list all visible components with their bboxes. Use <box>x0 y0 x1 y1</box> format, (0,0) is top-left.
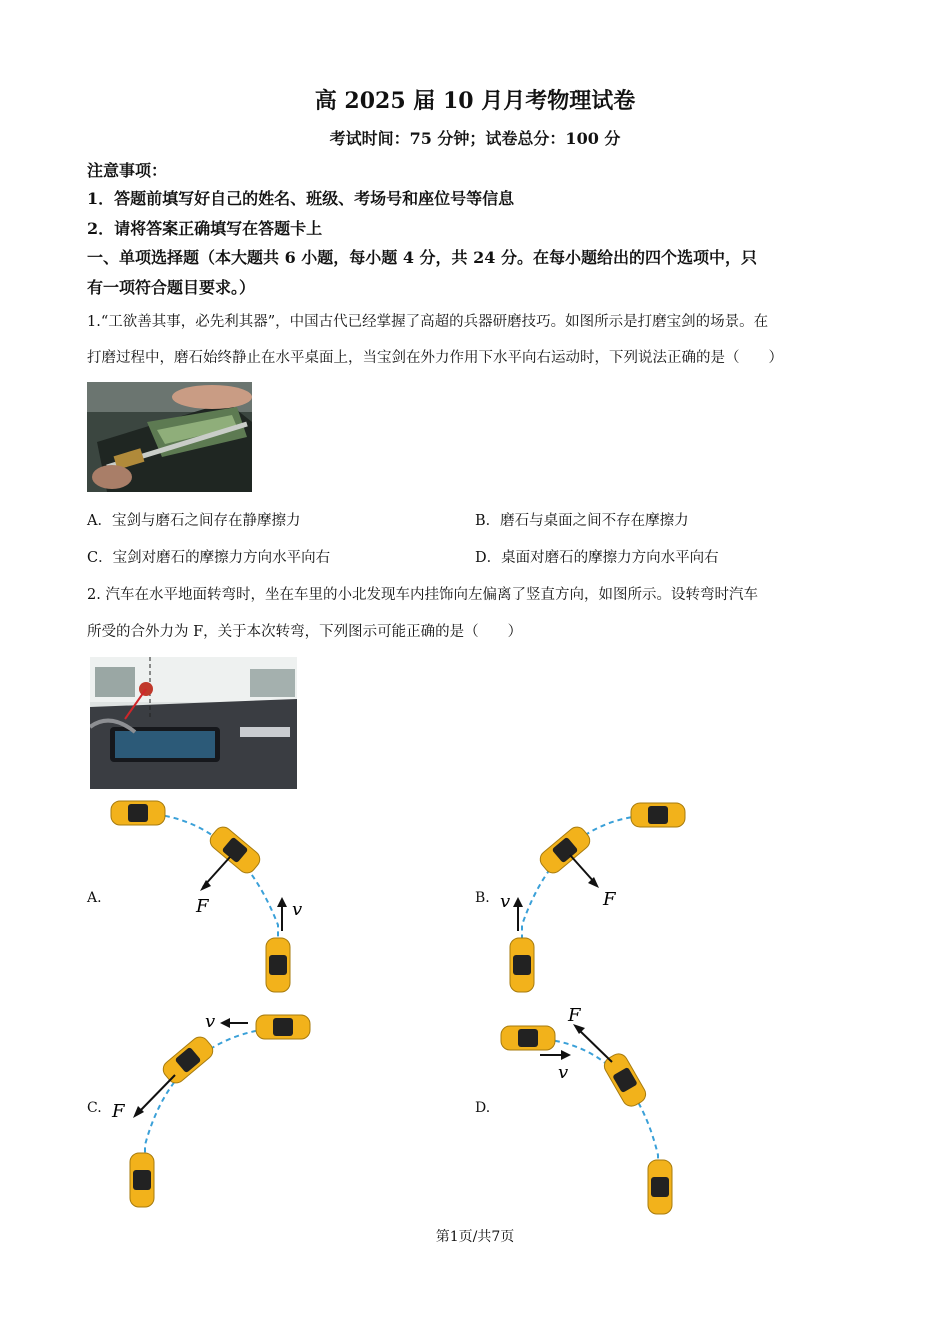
section-heading-line2: 有一项符合题目要求。） <box>87 278 256 297</box>
car-icon <box>160 1033 217 1086</box>
force-arrow <box>570 855 595 883</box>
q1-option-c: C．宝剑对磨石的摩擦力方向水平向右 <box>87 550 331 566</box>
car-icon <box>648 1160 672 1214</box>
car-icon <box>266 938 290 992</box>
sword-grinding-photo <box>87 382 252 492</box>
section-heading-line1: 一、单项选择题（本大题共 6 小题，每小题 4 分，共 24 分。在每小题给出的四个选项中，只 <box>87 248 757 267</box>
velocity-label: v <box>500 891 511 912</box>
q1-stem-line2: 打磨过程中，磨石始终静止在水平桌面上，当宝剑在外力作用下水平向右运动时，下列说法正确的是（ ） <box>87 350 783 366</box>
car-icon <box>510 938 534 992</box>
force-label: F <box>112 1101 125 1122</box>
q2-option-a-label: A. <box>87 890 102 906</box>
q1-option-b: B．磨石与桌面之间不存在摩擦力 <box>475 513 689 529</box>
velocity-label: v <box>292 899 303 920</box>
force-label: F <box>603 889 616 910</box>
force-arrow <box>578 1029 612 1062</box>
q1-option-a: A．宝剑与磨石之间存在静摩擦力 <box>87 513 301 529</box>
car-icon <box>130 1153 154 1207</box>
car-icon <box>207 823 264 876</box>
q2-stem-line2: 所受的合外力为 F，关于本次转弯，下列图示可能正确的是（ ） <box>87 624 523 640</box>
exam-title: 高 2025 届 10 月月考物理试卷 <box>314 88 636 114</box>
notes-item-1: 1．答题前填写好自己的姓名、班级、考场号和座位号等信息 <box>87 189 515 208</box>
force-label: F <box>196 896 209 917</box>
q2-diagram-d <box>490 1005 720 1215</box>
force-label: F <box>568 1005 581 1026</box>
car-interior-photo <box>90 657 297 789</box>
car-icon <box>537 823 594 876</box>
q2-option-b-label: B. <box>475 890 490 906</box>
notes-item-2: 2．请将答案正确填写在答题卡上 <box>87 219 323 238</box>
car-icon <box>111 801 165 825</box>
q2-stem-line1: 2. 汽车在水平地面转弯时，坐在车里的小北发现车内挂饰向左偏离了竖直方向，如图所示。设转弯时汽车 <box>87 587 758 603</box>
q2-option-d-label: D. <box>475 1100 491 1116</box>
car-icon <box>631 803 685 827</box>
q2-diagram-a <box>100 795 330 1000</box>
q2-diagram-c <box>100 1005 330 1215</box>
car-icon <box>256 1015 310 1039</box>
page-number: 第1页/共7页 <box>435 1229 515 1245</box>
exam-subtitle: 考试时间：75 分钟；试卷总分：100 分 <box>329 129 621 148</box>
q2-option-c-label: C. <box>87 1100 102 1116</box>
q1-stem-line1: 1.“工欲善其事，必先利其器”，中国古代已经掌握了高超的兵器研磨技巧。如图所示是打磨宝剑的场景。在 <box>87 314 769 330</box>
force-arrow <box>138 1075 175 1113</box>
velocity-label: v <box>558 1062 569 1083</box>
q1-option-d: D．桌面对磨石的摩擦力方向水平向右 <box>475 550 719 566</box>
notes-heading: 注意事项： <box>87 161 168 180</box>
car-icon <box>501 1026 555 1050</box>
velocity-label: v <box>205 1011 216 1032</box>
q2-diagram-b <box>490 795 720 1000</box>
